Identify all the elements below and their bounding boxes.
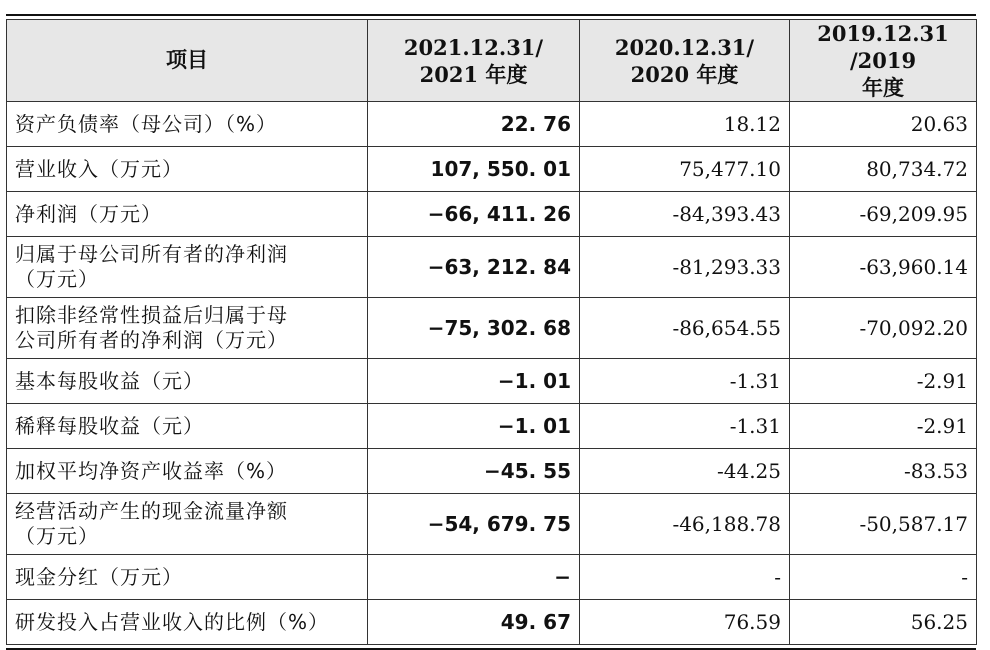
row-label-line: 现金分红（万元）	[15, 564, 183, 589]
value-2020-cell: -44.25	[580, 449, 790, 494]
value-2019-cell: 20.63	[790, 102, 977, 147]
table-row	[7, 404, 977, 449]
row-label-line: 净利润（万元）	[15, 201, 162, 226]
value-2019-cell: -63,960.14	[790, 237, 977, 298]
value-2019-cell: -	[790, 555, 977, 600]
year-2021-header-line: 2021.12.31/	[403, 34, 544, 60]
value-2019-cell: -2.91	[790, 359, 977, 404]
row-label	[7, 298, 368, 359]
row-label	[7, 359, 368, 404]
year-2020-header	[580, 20, 790, 102]
row-label-line: 公司所有者的净利润（万元）	[15, 328, 288, 352]
value-2020-cell: -1.31	[580, 404, 790, 449]
row-label	[7, 147, 368, 192]
value-2019-cell: -83.53	[790, 449, 977, 494]
row-label-line: 研发投入占营业收入的比例（%）	[15, 609, 330, 634]
row-label-line: 资产负债率（母公司）（%）	[15, 111, 278, 136]
table-row	[7, 600, 977, 645]
year-2020-header-line: 2020.12.31/	[614, 34, 755, 60]
table-header	[7, 20, 977, 102]
row-label-line: （万元）	[15, 524, 99, 548]
table-row	[7, 449, 977, 494]
year-2019-header	[790, 20, 977, 102]
row-label-line: 加权平均净资产收益率（%）	[15, 458, 288, 483]
year-2020-header-line: 2020 年度	[630, 61, 739, 87]
table-row	[7, 102, 977, 147]
value-2021-cell: −66, 411. 26	[368, 192, 580, 237]
table-top-rule	[6, 14, 976, 16]
value-2019-cell: 56.25	[790, 600, 977, 645]
row-label	[7, 102, 368, 147]
row-label-line: 经营活动产生的现金流量净额	[15, 499, 288, 523]
row-label	[7, 494, 368, 555]
table-row	[7, 494, 977, 555]
value-2021-cell: −1. 01	[368, 404, 580, 449]
value-2020-cell: -1.31	[580, 359, 790, 404]
row-label	[7, 192, 368, 237]
table-row	[7, 147, 977, 192]
table-row	[7, 298, 977, 359]
row-label-line: 营业收入（万元）	[15, 156, 183, 181]
value-2019-cell: -70,092.20	[790, 298, 977, 359]
value-2020-cell: 18.12	[580, 102, 790, 147]
year-2021-header-line: 2021 年度	[419, 61, 528, 87]
value-2020-cell: -81,293.33	[580, 237, 790, 298]
year-2019-header-line: 2019.12.31 /2019	[817, 21, 949, 73]
year-2019-header-line: 年度	[862, 75, 904, 100]
value-2020-cell: -86,654.55	[580, 298, 790, 359]
value-2020-cell: 76.59	[580, 600, 790, 645]
row-label	[7, 449, 368, 494]
value-2021-cell: −63, 212. 84	[368, 237, 580, 298]
row-label	[7, 600, 368, 645]
value-2021-cell: −75, 302. 68	[368, 298, 580, 359]
value-2020-cell: 75,477.10	[580, 147, 790, 192]
value-2020-cell: -	[580, 555, 790, 600]
header-row	[7, 20, 977, 102]
value-2021-cell: −	[368, 555, 580, 600]
table-row	[7, 555, 977, 600]
value-2019-cell: -69,209.95	[790, 192, 977, 237]
table-row	[7, 237, 977, 298]
row-label-line: 基本每股收益（元）	[15, 368, 204, 393]
value-2019-cell: -2.91	[790, 404, 977, 449]
value-2019-cell: 80,734.72	[790, 147, 977, 192]
value-2021-cell: 22. 76	[368, 102, 580, 147]
row-label-line: 扣除非经常性损益后归属于母	[15, 303, 288, 327]
table-row	[7, 192, 977, 237]
value-2020-cell: -84,393.43	[580, 192, 790, 237]
item-column-header-line: 项目	[166, 48, 208, 72]
financial-indicators-table	[6, 19, 977, 645]
value-2021-cell: −45. 55	[368, 449, 580, 494]
year-2021-header	[368, 20, 580, 102]
value-2021-cell: −1. 01	[368, 359, 580, 404]
value-2021-cell: 49. 67	[368, 600, 580, 645]
value-2021-cell: 107, 550. 01	[368, 147, 580, 192]
row-label	[7, 404, 368, 449]
value-2020-cell: -46,188.78	[580, 494, 790, 555]
table-row	[7, 359, 977, 404]
value-2021-cell: −54, 679. 75	[368, 494, 580, 555]
row-label	[7, 237, 368, 298]
row-label-line: 归属于母公司所有者的净利润	[15, 242, 288, 266]
item-column-header	[7, 20, 368, 102]
financial-table-container	[6, 14, 976, 650]
value-2019-cell: -50,587.17	[790, 494, 977, 555]
row-label-line: 稀释每股收益（元）	[15, 413, 204, 438]
row-label	[7, 555, 368, 600]
row-label-line: （万元）	[15, 267, 99, 291]
table-body	[7, 102, 977, 645]
